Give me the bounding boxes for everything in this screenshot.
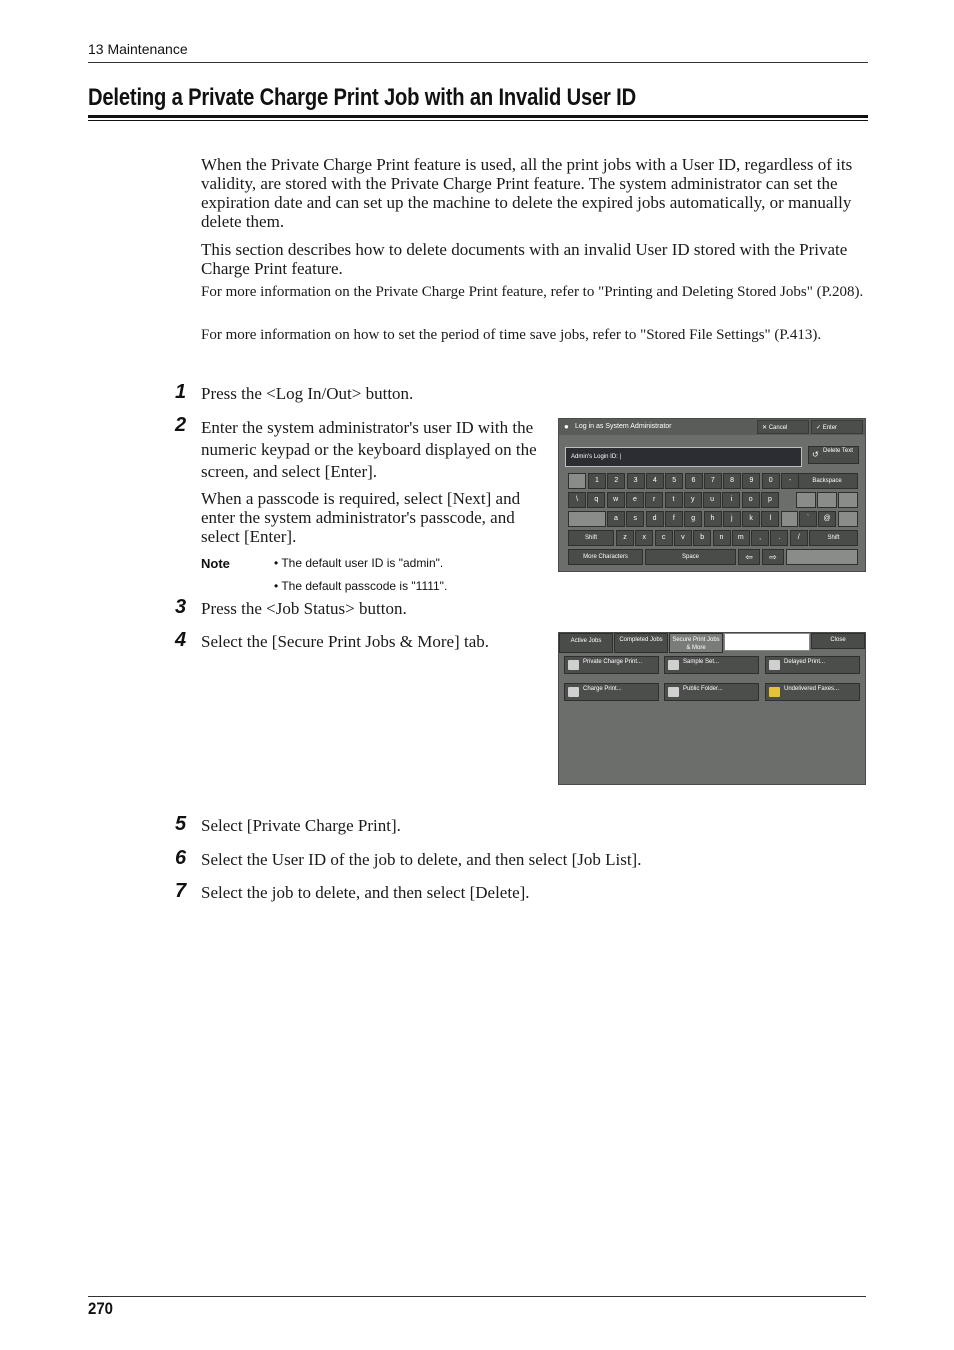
warning-icon [769,687,780,697]
keyboard-key[interactable]: q [587,492,605,508]
keyboard-key[interactable]: @ [818,511,836,527]
step-number: 1 [175,381,187,403]
step-number: 7 [175,880,187,902]
keyboard-key[interactable]: u [703,492,721,508]
step-text: Press the <Log In/Out> button. [201,384,414,403]
keyboard-key[interactable]: w [607,492,625,508]
keyboard-key[interactable]: r [645,492,663,508]
keyboard-key[interactable]: m [732,530,750,546]
folder-icon [668,687,679,697]
step-number: 4 [175,629,187,651]
step-text: Press the <Job Status> button. [201,599,407,618]
keyboard-key[interactable]: n [713,530,731,546]
keyboard-key[interactable]: 1 [588,473,606,489]
keyboard-key-blank[interactable] [817,492,837,508]
keyboard-key[interactable]: ` [799,511,817,527]
page-number: 270 [88,1299,113,1318]
keyboard-key[interactable]: 5 [665,473,683,489]
keyboard-key-blank[interactable] [796,492,816,508]
delete-text-button[interactable] [808,446,859,464]
keyboard-key[interactable]: k [742,511,760,527]
keyboard-key[interactable]: s [626,511,644,527]
backspace-key[interactable]: Backspace [796,473,858,489]
login-screen [558,418,866,572]
space-key[interactable]: Space [645,549,736,565]
keyboard-key[interactable]: , [751,530,769,546]
keyboard-key[interactable]: g [684,511,702,527]
printer-icon [568,687,579,697]
header-divider [88,62,868,63]
keyboard-key[interactable]: z [616,530,634,546]
keyboard-key[interactable]: 2 [607,473,625,489]
tile-label: Undelivered Faxes... [784,686,840,692]
keyboard-key[interactable]: h [704,511,722,527]
keyboard-key[interactable]: . [770,530,788,546]
reference-note-1: For more information on the Private Charge Print feature, refer to "Printing and Deleting Stored Jobs" (P.208). [201,284,864,300]
keyboard-key[interactable]: y [684,492,702,508]
keyboard-key[interactable]: \ [568,492,586,508]
sample-set-button[interactable] [664,656,759,674]
tile-label: Public Folder... [683,686,723,692]
footer-divider [88,1296,866,1297]
keyboard-key[interactable]: b [693,530,711,546]
job-status-screen [558,632,866,785]
keyboard-key[interactable]: 8 [723,473,741,489]
keyboard-key[interactable]: p [761,492,779,508]
keyboard-key[interactable]: 9 [742,473,760,489]
close-icon: ✕ [762,425,768,431]
cancel-button[interactable] [757,420,809,434]
step-subtext: When a passcode is required, select [Next] and enter the system administrator's passcode, and select [Enter]. [201,489,521,546]
reference-note-2: For more information on how to set the period of time save jobs, refer to "Stored File Settings" (P.413). [201,327,822,343]
keyboard-key-blank[interactable] [568,473,586,489]
keyboard-key[interactable]: t [665,492,683,508]
step-number: 3 [175,596,187,618]
printer-icon [568,660,579,670]
keyboard-key[interactable]: a [607,511,625,527]
title-divider-thick [88,115,868,118]
title-divider-thin [88,120,868,121]
enter-label: Enter [822,425,838,431]
clock-printer-icon [769,660,780,670]
keyboard-key[interactable]: / [790,530,808,546]
note-item: • The default passcode is "1111". [274,579,448,593]
step-text: Enter the system administrator's user ID with the numeric keypad or the keyboard displayed on the screen, and select [Enter]. [201,418,537,481]
login-titlebar [559,419,865,435]
keyboard-key-blank[interactable] [786,549,858,565]
tab-completed-jobs[interactable]: Completed Jobs [614,633,668,653]
keyboard-key[interactable]: c [655,530,673,546]
keyboard-key[interactable]: l [761,511,779,527]
keyboard-key[interactable]: i [722,492,740,508]
step-number: 5 [175,813,187,835]
intro-paragraph-2: This section describes how to delete documents with an invalid User ID stored with the Private Charge Print feature. [201,240,848,278]
keyboard-key[interactable]: 6 [685,473,703,489]
keyboard-key-blank[interactable] [781,511,798,527]
tab-secure-print-jobs[interactable]: Secure Print Jobs & More [669,633,723,653]
step-number: 2 [175,414,187,436]
tile-label: Charge Print... [583,686,622,692]
delayed-print-button[interactable] [765,656,860,674]
arrow-right-icon[interactable]: ⇨ [762,549,784,565]
shift-key-right[interactable]: Shift [809,530,858,546]
keyboard-key[interactable]: e [626,492,644,508]
chapter-header: 13 Maintenance [88,41,188,57]
keyboard-key[interactable]: v [674,530,692,546]
sample-set-icon [668,660,679,670]
keyboard-key[interactable]: - [781,473,799,489]
step-number: 6 [175,847,187,869]
user-icon: ● [564,422,569,431]
section-title: Deleting a Private Charge Print Job with an Invalid User ID [88,84,636,111]
step-text: Select [Private Charge Print]. [201,816,401,835]
undo-icon: ↺ [812,450,819,459]
charge-print-button[interactable] [564,683,659,701]
public-folder-button[interactable] [664,683,759,701]
tab-bar-blank [724,633,810,651]
keyboard-key[interactable]: 4 [646,473,664,489]
login-title: Log in as System Administrator [575,423,672,430]
keyboard-key[interactable]: x [635,530,653,546]
tile-label: Private Charge Print... [583,659,643,665]
keyboard-key[interactable]: 7 [704,473,722,489]
intro-paragraph-1: When the Private Charge Print feature is used, all the print jobs with a User ID, regardless of its validity, are stored with the Private Charge Print feature. The system administrator can set the expiration date and can set up the machine to delete the expired jobs automatically, or manually delete them. [201,155,853,231]
note-item: • The default user ID is "admin". [274,556,444,570]
keyboard-key-blank[interactable] [838,511,858,527]
keyboard-key[interactable]: 0 [762,473,780,489]
admin-login-id-field[interactable]: Admin's Login ID: | [565,447,802,467]
keyboard-key[interactable]: f [665,511,683,527]
step-text: Select the job to delete, and then select [Delete]. [201,883,530,902]
tile-label: Delayed Print... [784,659,826,665]
more-characters-key[interactable]: More Characters [568,549,643,565]
undelivered-faxes-button[interactable] [765,683,860,701]
keyboard-key-blank[interactable] [568,511,606,527]
enter-button[interactable] [811,420,863,434]
tab-active-jobs[interactable]: Active Jobs [559,633,613,653]
step-text: Select the User ID of the job to delete, and then select [Job List]. [201,850,642,869]
cancel-label: Cancel [768,425,788,431]
close-button[interactable]: Close [811,633,865,649]
keyboard-key-blank[interactable] [838,492,858,508]
private-charge-print-button[interactable] [564,656,659,674]
step-text: Select the [Secure Print Jobs & More] tab. [201,632,489,651]
shift-key-left[interactable]: Shift [568,530,614,546]
arrow-left-icon[interactable]: ⇦ [738,549,760,565]
tile-label: Sample Set... [683,659,720,665]
delete-text-label: Delete Text [823,448,853,454]
keyboard-key[interactable]: d [646,511,664,527]
note-label: Note [201,556,230,571]
keyboard-key[interactable]: o [742,492,760,508]
checkmark-icon: ✓ [816,425,822,431]
keyboard-key[interactable]: 3 [627,473,645,489]
keyboard-key[interactable]: j [723,511,741,527]
